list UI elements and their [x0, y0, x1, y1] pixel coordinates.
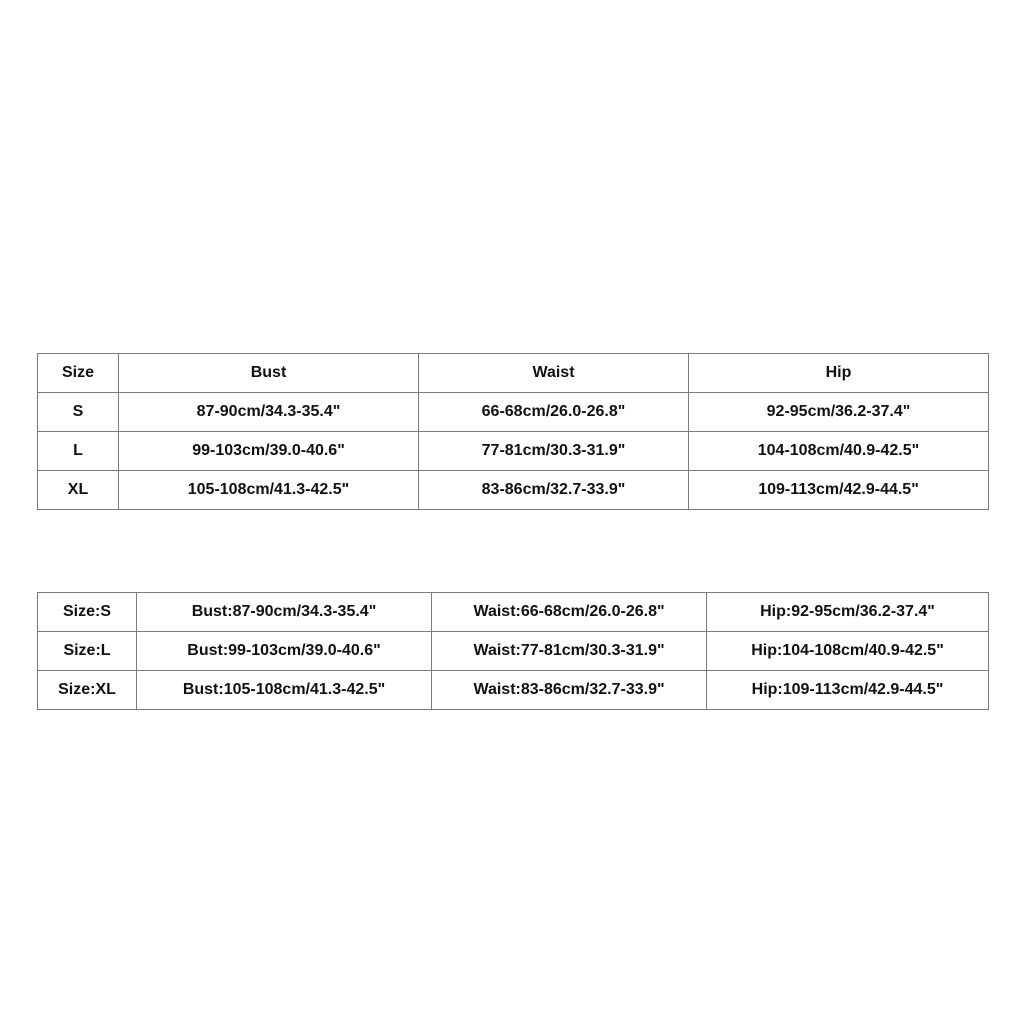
table-row — [38, 432, 989, 471]
bust-cell: 105-108cm/41.3-42.5" — [119, 471, 419, 510]
bust-cell: Bust:87-90cm/34.3-35.4" — [137, 593, 432, 632]
size-cell: XL — [38, 471, 119, 510]
hip-cell: 109-113cm/42.9-44.5" — [689, 471, 989, 510]
bust-cell: Bust:99-103cm/39.0-40.6" — [137, 632, 432, 671]
header-bust: Bust — [119, 354, 419, 393]
bust-cell: Bust:105-108cm/41.3-42.5" — [137, 671, 432, 710]
table-header-row — [38, 354, 989, 393]
size-cell: S — [38, 393, 119, 432]
hip-cell: Hip:104-108cm/40.9-42.5" — [707, 632, 989, 671]
waist-cell: Waist:77-81cm/30.3-31.9" — [432, 632, 707, 671]
hip-cell: Hip:109-113cm/42.9-44.5" — [707, 671, 989, 710]
table-row — [38, 471, 989, 510]
waist-cell: 66-68cm/26.0-26.8" — [419, 393, 689, 432]
bust-cell: 87-90cm/34.3-35.4" — [119, 393, 419, 432]
hip-cell: 104-108cm/40.9-42.5" — [689, 432, 989, 471]
waist-cell: 77-81cm/30.3-31.9" — [419, 432, 689, 471]
bust-cell: 99-103cm/39.0-40.6" — [119, 432, 419, 471]
size-cell: Size:XL — [38, 671, 137, 710]
size-chart-table — [37, 353, 989, 510]
size-cell: Size:L — [38, 632, 137, 671]
table-row — [38, 671, 989, 710]
size-chart-labeled-table — [37, 592, 989, 710]
size-cell: L — [38, 432, 119, 471]
waist-cell: 83-86cm/32.7-33.9" — [419, 471, 689, 510]
size-cell: Size:S — [38, 593, 137, 632]
header-size: Size — [38, 354, 119, 393]
hip-cell: 92-95cm/36.2-37.4" — [689, 393, 989, 432]
waist-cell: Waist:66-68cm/26.0-26.8" — [432, 593, 707, 632]
table-row — [38, 393, 989, 432]
table-row — [38, 632, 989, 671]
table-row — [38, 593, 989, 632]
header-hip: Hip — [689, 354, 989, 393]
header-waist: Waist — [419, 354, 689, 393]
waist-cell: Waist:83-86cm/32.7-33.9" — [432, 671, 707, 710]
hip-cell: Hip:92-95cm/36.2-37.4" — [707, 593, 989, 632]
